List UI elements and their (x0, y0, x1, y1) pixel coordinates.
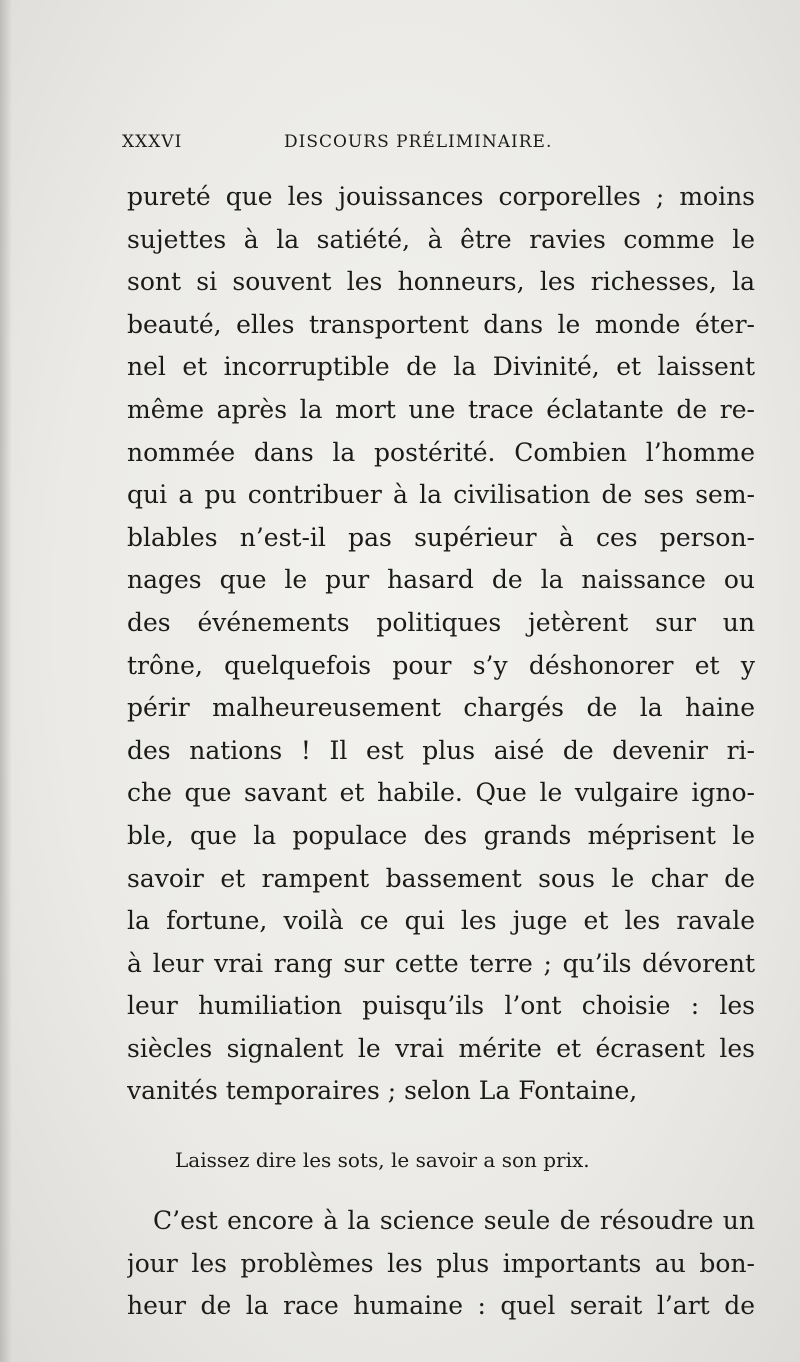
text-line: ble, que la populace des grands méprisent le (127, 820, 755, 850)
text-line: à leur vrai rang sur cette terre ; qu’ils dévorent (127, 948, 755, 978)
text-line: vanités temporaires ; selon La Fontaine, (127, 1076, 638, 1106)
text-line: des événements politiques jetèrent sur un (127, 607, 755, 637)
running-title: DISCOURS PRÉLIMINAIRE. (284, 132, 553, 152)
text-line: périr malheureusement chargés de la haine (127, 693, 755, 723)
text-line: jour les problèmes les plus importants au bon- (127, 1248, 755, 1278)
paragraph-2 (127, 1200, 755, 1328)
text-line: blables n’est-il pas supérieur à ces person- (127, 522, 755, 552)
text-line: heur de la race humaine : quel serait l’art de (127, 1291, 755, 1321)
text-line: qui a pu contribuer à la civilisation de ses sem- (127, 480, 755, 510)
text-line: nel et incorruptible de la Divinité, et laissent (127, 352, 755, 382)
quotation-verse: Laissez dire les sots, le savoir a son prix. (175, 1148, 590, 1172)
text-line: pureté que les jouissances corporelles ; moins (127, 182, 755, 211)
text-line: siècles signalent le vrai mérite et écrasent les (127, 1033, 755, 1063)
text-line: savoir et rampent bassement sous le char de (127, 863, 755, 893)
text-line: sujettes à la satiété, à être ravies comme le (127, 224, 755, 254)
page-header (122, 132, 762, 162)
text-line: trône, quelquefois pour s’y déshonorer et y (127, 650, 755, 680)
paragraph-1 (127, 176, 755, 1113)
text-line: des nations ! Il est plus aisé de devenir ri- (127, 735, 755, 765)
text-line: beauté, elles transportent dans le monde éter- (127, 309, 755, 339)
text-line: C’est encore à la science seule de résoudre un (153, 1206, 755, 1235)
text-line: sont si souvent les honneurs, les richesses, la (127, 267, 755, 297)
page-gutter-shadow (0, 0, 12, 1362)
text-line: même après la mort une trace éclatante de re- (127, 394, 755, 424)
text-line: leur humiliation puisqu’ils l’ont choisie : les (127, 991, 755, 1021)
page-number: XXXVI (122, 132, 183, 152)
text-line: che que savant et habile. Que le vulgaire igno- (127, 778, 755, 808)
text-line: nommée dans la postérité. Combien l’homme (127, 437, 755, 467)
text-line: la fortune, voilà ce qui les juge et les ravale (127, 906, 755, 936)
text-line: nages que le pur hasard de la naissance ou (127, 565, 755, 595)
